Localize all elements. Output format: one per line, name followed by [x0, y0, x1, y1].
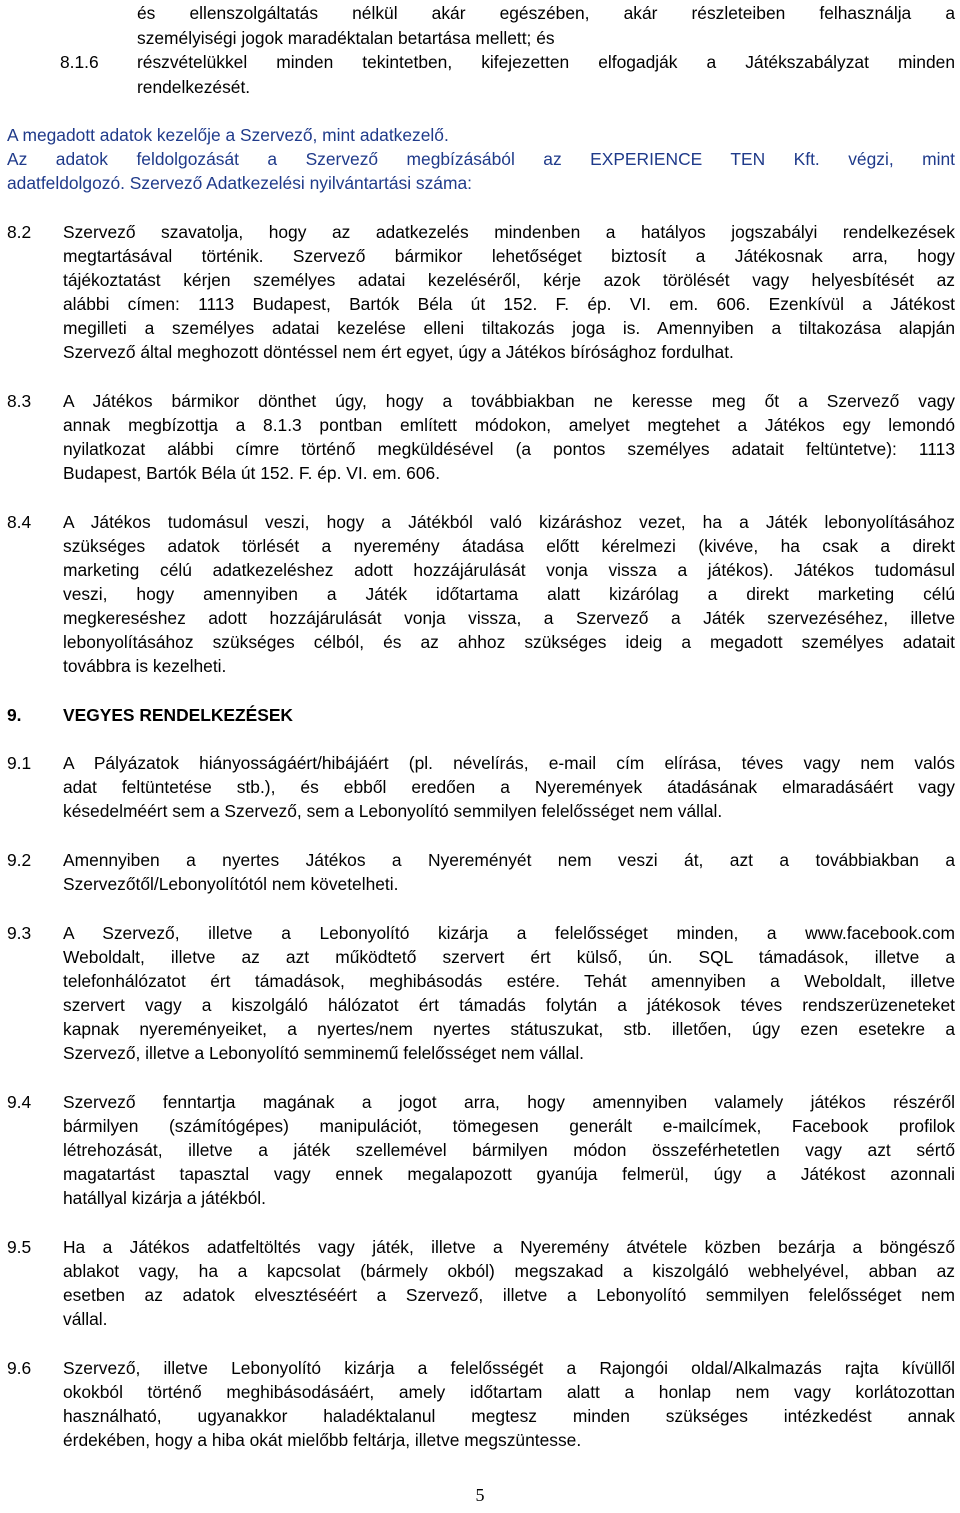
paragraph-line: veszi, hogy amennyiben a Játék időtartama alatt kizárólag a direkt marketing célú [63, 584, 955, 604]
paragraph-line: nyilatkozat alábbi címre történő megküldésével (a pontos személyes adatait feltüntetve): 1113 [63, 439, 955, 459]
paragraph-line: marketing célú adatkezeléshez adott hozzájárulását vonja vissza a játékos). Játékos tudomásul [63, 560, 955, 580]
text-line: személyiségi jogok maradéktalan betartása mellett; és [137, 28, 555, 48]
paragraph-line: telefonhálózatot ért támadások, meghibásodás estére. Tehát amennyiben a Weboldalt, illetve [63, 971, 955, 991]
paragraph-line: szervert vagy a kiszolgáló hálózatot ért támadás folytán a játékosok téves rendszerüzeneteket [63, 995, 955, 1015]
paragraph-line: szükséges adatok törlését a nyeremény átadása előtt kérelmezi (kivéve, ha csak a direkt [63, 536, 955, 556]
paragraph-line: Szervező által meghozott döntéssel nem ért egyet, úgy a Játékos bírósághoz fordulhat. [63, 342, 734, 362]
text-line: Az adatok feldolgozását a Szervező megbízásából az EXPERIENCE TEN Kft. végzi, mint [7, 149, 955, 169]
paragraph-line: magatartást tapasztal vagy ennek megalapozott gyanúja felmerül, úgy a Játékost azonnali [63, 1164, 955, 1184]
section-number: 8.1.6 [60, 52, 99, 72]
section-number: 8.3 [7, 391, 32, 411]
text-line: adatfeldolgozó. Szervező Adatkezelési nyilvántartási száma: [7, 173, 472, 193]
paragraph-line: létrehozását, illetve a játék szellemével bármilyen módon összeférhetetlen vagy azt sértő [63, 1140, 955, 1160]
paragraph-line: Szervezőtől/Lebonyolítótól nem követelheti. [63, 874, 399, 894]
paragraph-line: bármilyen (számítógépes) manipulációt, tömegesen generált e-mailcímek, Facebook profilok [63, 1116, 955, 1136]
paragraph-line: Budapest, Bartók Béla út 152. F. ép. VI. em. 606. [63, 463, 441, 483]
page-number: 5 [475, 1485, 485, 1505]
paragraph-line: Szervező szavatolja, hogy az adatkezelés mindenben a hatályos jogszabályi rendelkezések [63, 222, 955, 242]
paragraph-line: Szervező, illetve a Lebonyolító semminemű felelősséget nem vállal. [63, 1043, 585, 1063]
section-number: 9.3 [7, 923, 32, 943]
paragraph-line: tájékoztatást kérjen személyes adatai kezeléséről, kérje azok törölését vagy helyesbítését az [63, 270, 955, 290]
paragraph-line: Weboldalt, illetve az azt működtető szervert ért külső, ún. SQL támadások, illetve a [63, 947, 955, 967]
paragraph-line: vállal. [63, 1309, 108, 1329]
text-line: rendelkezését. [137, 77, 251, 97]
paragraph-line: A Szervező, illetve a Lebonyolító kizárja a felelősséget minden, a www.facebook.com [63, 923, 955, 943]
paragraph-line: lebonyolításához szükséges célból, és az ahhoz szükséges ideig a megadott személyes adatait [63, 632, 955, 652]
section-number: 9.4 [7, 1092, 32, 1112]
section-heading: VEGYES RENDELKEZÉSEK [63, 705, 293, 725]
paragraph-line: ablakot vagy, ha a kapcsolat (bármely okból) megszakad a kiszolgáló webhelyével, abban az [63, 1261, 955, 1281]
text-line: és ellenszolgáltatás nélkül akár egészében, akár részleteiben felhasználja a [137, 3, 955, 23]
paragraph-line: kapnak nyereményeiket, a nyertes/nem nyertes státuszukat, stb. illetően, úgy ezen esetekre a [63, 1019, 955, 1039]
paragraph-line: A Pályázatok hiányosságáért/hibájáért (pl. névelírás, e-mail cím elírása, téves vagy nem valós [63, 753, 955, 773]
paragraph-line: Ha a Játékos adatfeltöltés vagy játék, illetve a Nyeremény átvétele közben bezárja a böngésző [63, 1237, 955, 1257]
section-number: 9.1 [7, 753, 32, 773]
section-number: 8.2 [7, 222, 32, 242]
paragraph-line: A Játékos bármikor dönthet úgy, hogy a továbbiakban ne keresse meg őt a Szervező vagy [63, 391, 955, 411]
paragraph-line: annak megbízottja a 8.1.3 pontban említett módokon, amelyet megtehet a Játékos egy lemondó [63, 415, 955, 435]
section-number: 9.6 [7, 1358, 32, 1378]
paragraph-line: továbbra is kezelheti. [63, 656, 227, 676]
section-number: 9.2 [7, 850, 32, 870]
paragraph-line: érdekében, hogy a hiba okát mielőbb feltárja, illetve megszüntesse. [63, 1430, 582, 1450]
paragraph-line: esetben az adatok elvesztéséért a Szervező, illetve a Lebonyolító semmilyen felelősséget nem [63, 1285, 955, 1305]
section-number: 8.4 [7, 512, 32, 532]
heading-number: 9. [7, 705, 22, 725]
paragraph-line: A Játékos tudomásul veszi, hogy a Játékból való kizáráshoz vezet, ha a Játék lebonyolításához [63, 512, 955, 532]
paragraph-line: Amennyiben a nyertes Játékos a Nyereményét nem veszi át, azt a továbbiakban a [63, 850, 955, 870]
paragraph-line: késedelméért sem a Szervező, sem a Lebonyolító semmilyen felelősséget nem vállal. [63, 801, 723, 821]
paragraph-line: használható, ugyanakkor haladéktalanul megtesz minden szükséges intézkedést annak [63, 1406, 955, 1426]
paragraph-line: Szervező, illetve Lebonyolító kizárja a felelősségét a Rajongói oldal/Alkalmazás rajta kívüllől [63, 1358, 955, 1378]
paragraph-line: okokból történő meghibásodásáért, amely időtartam alatt a honlap nem vagy korlátozottan [63, 1382, 955, 1402]
paragraph-line: alábbi címen: 1113 Budapest, Bartók Béla út 152. F. ép. VI. em. 606. Ezenkívül a Játékost [63, 294, 955, 314]
text-line: részvételükkel minden tekintetben, kifejezetten elfogadják a Játékszabályzat minden [137, 52, 955, 72]
paragraph-line: adat feltüntetése stb.), és ebből eredően a Nyeremények átadásának elmaradásáért vagy [63, 777, 955, 797]
paragraph-line: Szervező fenntartja magának a jogot arra, hogy amennyiben valamely játékos részéről [63, 1092, 955, 1112]
paragraph-line: megkereséshez adott hozzájárulását vonja vissza, a Szervező a Játék szervezéséhez, illetve [63, 608, 955, 628]
paragraph-line: hatállyal kizárja a játékból. [63, 1188, 266, 1208]
paragraph-line: megilleti a személyes adatai kezelése elleni tiltakozás joga is. Amennyiben a tiltakozása alapján [63, 318, 955, 338]
paragraph-line: megtartásával történik. Szervező bármikor lehetőséget biztosít a Játékosnak arra, hogy [63, 246, 955, 266]
section-number: 9.5 [7, 1237, 32, 1257]
text-line: A megadott adatok kezelője a Szervező, mint adatkezelő. [7, 125, 449, 145]
